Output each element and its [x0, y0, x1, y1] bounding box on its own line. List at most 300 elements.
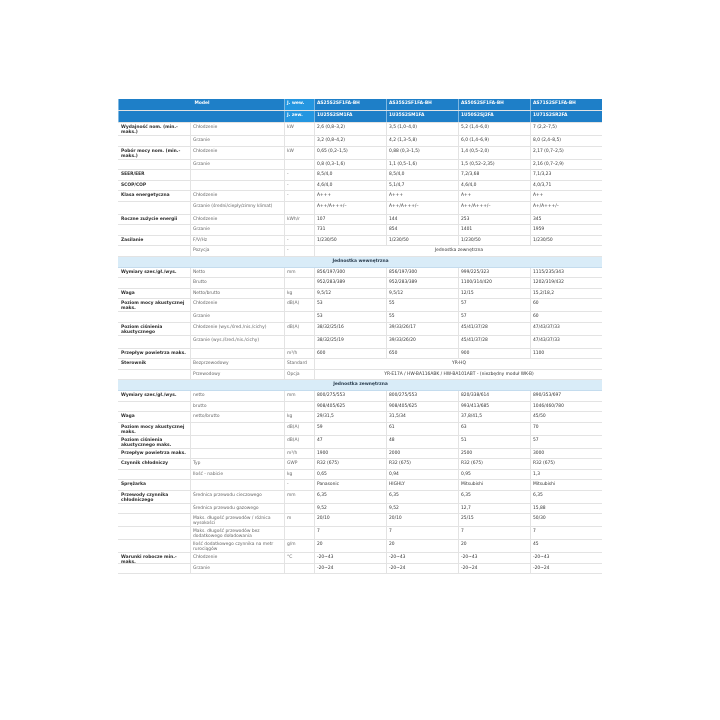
row-sub-label: Typ: [190, 459, 284, 469]
table-row: [118, 527, 602, 540]
row-group-label: [118, 540, 190, 552]
row-group-label: Roczne zużycie energii: [121, 216, 178, 222]
row-unit: GWP: [284, 459, 314, 469]
row-value: 7 (2,2–7,5): [530, 123, 602, 135]
row-group-label: Wymiary szer./gł./wys.: [121, 269, 177, 275]
row-group-label: Warunki robocze min.-maks.: [121, 555, 177, 566]
table-row: [118, 370, 602, 381]
indoor-model: AS25S2SF1FA-BH: [314, 99, 386, 110]
row-value: 29/31,5: [314, 412, 386, 422]
row-sub-label: Chłodzenie: [190, 215, 284, 225]
row-value: 57: [458, 299, 530, 311]
row-unit: -: [284, 170, 314, 180]
row-group-label: [118, 202, 190, 214]
table-row: [118, 412, 602, 423]
row-group-label: Poziom ciśnienia akustycznego maks.: [121, 437, 172, 448]
row-sub-label: Chłodzenie: [190, 147, 284, 159]
row-value-span: YR-HQ: [314, 359, 602, 369]
table-row: [118, 268, 602, 279]
row-sub-label: Grzanie (wys./śred./nis./cichy): [190, 336, 284, 348]
row-value: 20: [458, 540, 530, 552]
table-row: [118, 564, 602, 575]
row-unit: [284, 278, 314, 288]
row-value: 47/43/37/33: [530, 323, 602, 335]
row-sub-label: Średnica przewodu cieczowego: [190, 491, 284, 503]
table-row: [118, 312, 602, 323]
row-value: 8,5/4,0: [386, 170, 458, 180]
table-row: [118, 504, 602, 515]
row-value: R32 (675): [314, 459, 386, 469]
outdoor-label: J. zew.: [284, 111, 314, 122]
table-row: [118, 540, 602, 553]
row-value: 9,5/12: [386, 289, 458, 299]
row-value: A++/A+++/–: [314, 202, 386, 214]
row-unit: -: [284, 181, 314, 191]
row-sub-label: Maks. długość przewodów / różnica wysokości: [190, 514, 284, 526]
row-value: 55: [386, 312, 458, 322]
row-unit: [284, 527, 314, 539]
row-value: HIGHLY: [386, 480, 458, 490]
row-value: 45/41/37/28: [458, 336, 530, 348]
row-unit: m: [284, 514, 314, 526]
spec-rows: [118, 123, 602, 574]
row-value: 6,0 (1,4–6,9): [458, 136, 530, 146]
row-value: 2000: [386, 449, 458, 459]
row-value: 5,2 (1,4–6,0): [458, 123, 530, 135]
row-group-label: Czynnik chłodniczy: [121, 461, 169, 466]
table-row: [118, 215, 602, 226]
row-value: 1/230/50: [458, 236, 530, 246]
row-value: 4,6/4,0: [458, 181, 530, 191]
row-value: 253: [458, 215, 530, 225]
row-value: Mitsubishi: [458, 480, 530, 490]
row-value: 53: [314, 312, 386, 322]
row-value: 993/413/685: [458, 402, 530, 412]
row-unit: [284, 312, 314, 322]
row-value: 900: [458, 349, 530, 359]
row-unit: m³/h: [284, 349, 314, 359]
model-spacer: [118, 111, 284, 122]
row-value: 600: [314, 349, 386, 359]
row-unit: [284, 504, 314, 514]
table-row: [118, 299, 602, 312]
table-row: [118, 278, 602, 289]
row-value: 952/283/389: [386, 278, 458, 288]
row-value: 1100: [530, 349, 602, 359]
row-value: A++/A+++/–: [458, 202, 530, 214]
row-value: Mitsubishi: [530, 480, 602, 490]
row-value: 70: [530, 423, 602, 435]
row-sub-label: Przewodowy: [190, 370, 284, 380]
table-row: [118, 553, 602, 564]
table-row: [118, 423, 602, 436]
row-group-label: Sterownik: [121, 361, 147, 366]
row-group-label: [118, 527, 190, 539]
row-value: 1115/235/343: [530, 268, 602, 278]
row-value: 6,35: [386, 491, 458, 503]
row-group-label: [118, 278, 190, 288]
row-value: 45/41/37/28: [458, 323, 530, 335]
row-sub-label: Brutto: [190, 278, 284, 288]
row-sub-label: brutto: [190, 402, 284, 412]
row-unit: [284, 564, 314, 574]
row-value: 800/275/553: [314, 391, 386, 401]
row-value: 144: [386, 215, 458, 225]
row-value: R32 (675): [458, 459, 530, 469]
row-value: 2,17 (0,7–2,5): [530, 147, 602, 159]
row-group-label: [118, 514, 190, 526]
row-sub-label: Średnica przewodu gazowego: [190, 504, 284, 514]
row-value: -20~43: [314, 553, 386, 563]
row-value: 856/197/300: [386, 268, 458, 278]
row-unit: [284, 225, 314, 235]
row-value: 20/10: [386, 514, 458, 526]
indoor-model: AS50S2SF1FA-BH: [458, 99, 530, 110]
header-row-indoor: [118, 99, 602, 111]
row-sub-label: netto: [190, 391, 284, 401]
row-unit: kWh/r: [284, 215, 314, 225]
row-value: 1/230/50: [530, 236, 602, 246]
row-value: 57: [530, 436, 602, 448]
row-group-label: [118, 370, 190, 380]
row-value: 1,4 (0,5–2,0): [458, 147, 530, 159]
row-unit: kg: [284, 289, 314, 299]
row-sub-label: Pozycja: [190, 246, 284, 256]
row-sub-label: Chłodzenie: [190, 191, 284, 201]
row-value: 4,0/3,71: [530, 181, 602, 191]
row-value: 0,8 (0,3–1,6): [314, 160, 386, 170]
row-sub-label: Grzanie: [190, 160, 284, 170]
row-value: A+++: [386, 191, 458, 201]
row-value: 3000: [530, 449, 602, 459]
row-value: 12/15: [458, 289, 530, 299]
row-sub-label: Chłodzenie: [190, 553, 284, 563]
row-value: 60: [530, 299, 602, 311]
outdoor-model: 1U25S2SM1FA: [314, 111, 386, 122]
row-value: 55: [386, 299, 458, 311]
row-value: 5,1/4,7: [386, 181, 458, 191]
row-value: -20~24: [314, 564, 386, 574]
table-row: [118, 160, 602, 171]
row-value: 20: [386, 540, 458, 552]
row-sub-label: Netto/brutto: [190, 289, 284, 299]
row-value: 12,7: [458, 504, 530, 514]
row-value: -20~43: [530, 553, 602, 563]
row-value-span: Jednostka zewnętrzna: [314, 246, 602, 256]
table-row: [118, 225, 602, 236]
table-row: [118, 136, 602, 147]
row-value: 0,95: [458, 470, 530, 480]
row-group-label: SCOP/COP: [121, 182, 147, 188]
row-value: 1202/319/432: [530, 278, 602, 288]
row-unit: [284, 402, 314, 412]
row-value: A++/A+++/–: [386, 202, 458, 214]
row-value: 820/338/614: [458, 391, 530, 401]
row-sub-label: [190, 436, 284, 448]
row-value: 9,52: [314, 504, 386, 514]
row-value: 7: [314, 527, 386, 539]
row-value: 1100/314/420: [458, 278, 530, 288]
row-sub-label: Netto: [190, 268, 284, 278]
row-value: 908/405/625: [386, 402, 458, 412]
table-row: [118, 491, 602, 504]
row-group-label: SEER/EER: [121, 172, 145, 177]
table-row: [118, 402, 602, 413]
table-row: [118, 170, 602, 181]
indoor-label: J. wew.: [284, 99, 314, 110]
row-value: 6,35: [458, 491, 530, 503]
table-row: [118, 147, 602, 160]
row-sub-label: Ilość - nabicie: [190, 470, 284, 480]
row-value: 37,8/41,5: [458, 412, 530, 422]
row-value: 1/230/50: [386, 236, 458, 246]
row-value: 20/10: [314, 514, 386, 526]
row-value: 890/353/697: [530, 391, 602, 401]
row-value: 1900: [314, 449, 386, 459]
row-value: 7: [530, 527, 602, 539]
row-unit: dB(A): [284, 423, 314, 435]
row-sub-label: [190, 480, 284, 490]
row-value: 4,6/4,0: [314, 181, 386, 191]
row-value: -20~24: [458, 564, 530, 574]
row-value: A++: [530, 191, 602, 201]
row-value: 854: [386, 225, 458, 235]
row-value: 0,65: [314, 470, 386, 480]
row-group-label: Waga: [121, 414, 135, 419]
row-sub-label: [190, 449, 284, 459]
row-group-label: Poziom mocy akustycznej maks.: [121, 301, 185, 312]
row-sub-label: F/V/Hz: [190, 236, 284, 246]
table-row: [118, 391, 602, 402]
row-value: 3,2 (0,8–4,2): [314, 136, 386, 146]
section-title: Jednostka wewnętrzna: [332, 258, 389, 264]
row-group-label: [118, 136, 190, 146]
row-value: R32 (675): [530, 459, 602, 469]
row-group-label: Klasa energetyczna: [121, 193, 170, 198]
row-value: 61: [386, 423, 458, 435]
row-value: 47/43/37/33: [530, 336, 602, 348]
row-sub-label: Grzanie: [190, 564, 284, 574]
row-unit: [284, 160, 314, 170]
row-value: 1/230/50: [314, 236, 386, 246]
row-unit: kW: [284, 147, 314, 159]
row-sub-label: Grzanie (średni/ciepły/zimny klimat): [190, 202, 284, 214]
row-value: 53: [314, 299, 386, 311]
row-value: 1,5 (0,52–2,35): [458, 160, 530, 170]
row-unit: °C: [284, 553, 314, 563]
row-unit: mm: [284, 391, 314, 401]
row-unit: -: [284, 236, 314, 246]
row-unit: kg: [284, 412, 314, 422]
row-unit: kW: [284, 123, 314, 135]
row-sub-label: [190, 423, 284, 435]
row-value: 952/283/389: [314, 278, 386, 288]
row-sub-label: Maks. długość przewodów bez dodatkowego doładowania: [190, 527, 284, 539]
table-row: [118, 336, 602, 349]
table-row: [118, 181, 602, 192]
row-value: 1,3: [530, 470, 602, 480]
row-value: 1046/460/780: [530, 402, 602, 412]
row-value: 9,5/12: [314, 289, 386, 299]
row-value: 8,5/4,0: [314, 170, 386, 180]
row-group-label: [118, 504, 190, 514]
row-value: A+/A+++/–: [530, 202, 602, 214]
row-group-label: Przepływ powietrza maks.: [121, 450, 186, 456]
row-group-label: Przepływ powietrza maks.: [121, 350, 186, 356]
row-group-label: [118, 312, 190, 322]
row-value: 2,16 (0,7–2,9): [530, 160, 602, 170]
row-unit: m³/h: [284, 449, 314, 459]
row-sub-label: Ilość dodatkowego czynnika na metr rurociągów: [190, 540, 284, 552]
row-value: 731: [314, 225, 386, 235]
indoor-model: AS71S2SF1FA-BH: [530, 99, 602, 110]
row-sub-label: netto/brutto: [190, 412, 284, 422]
row-value: 107: [314, 215, 386, 225]
row-unit: [284, 136, 314, 146]
row-value: 15,2/18,2: [530, 289, 602, 299]
row-value: -20~24: [530, 564, 602, 574]
outdoor-model: 1U35S2SM1FA: [386, 111, 458, 122]
row-unit: mm: [284, 491, 314, 503]
row-sub-label: Grzanie: [190, 225, 284, 235]
row-value: 63: [458, 423, 530, 435]
row-unit: [284, 336, 314, 348]
row-value: 800/275/553: [386, 391, 458, 401]
row-value: A+++: [314, 191, 386, 201]
row-value: 8,0 (2,4–8,5): [530, 136, 602, 146]
table-row: [118, 202, 602, 215]
table-row: [118, 123, 602, 136]
header-row-outdoor: [118, 111, 602, 123]
table-row: [118, 480, 602, 491]
row-unit: dB(A): [284, 436, 314, 448]
row-value: 2,6 (0,8–3,2): [314, 123, 386, 135]
row-value: 45: [530, 540, 602, 552]
row-value: 47: [314, 436, 386, 448]
row-sub-label: [190, 170, 284, 180]
table-row: [118, 236, 602, 247]
row-sub-label: [190, 181, 284, 191]
row-group-label: Zasilanie: [121, 237, 144, 243]
row-value: 6,35: [530, 491, 602, 503]
row-value: 50/30: [530, 514, 602, 526]
row-value: 39/33/26/17: [386, 323, 458, 335]
row-value: 999/225/323: [458, 268, 530, 278]
row-unit: -: [284, 246, 314, 256]
row-value: 39/33/26/20: [386, 336, 458, 348]
row-value: 345: [530, 215, 602, 225]
outdoor-model: 1U71S2SR2FA: [530, 111, 602, 122]
row-group-label: [118, 246, 190, 256]
row-sub-label: Chłodzenie (wys./śred./nis./cichy): [190, 323, 284, 335]
section-band: [118, 257, 602, 268]
row-value: 20: [314, 540, 386, 552]
row-value: 45/50: [530, 412, 602, 422]
section-title: Jednostka zewnętrzna: [333, 382, 388, 387]
model-label: Model: [118, 99, 284, 110]
row-value: 7: [458, 527, 530, 539]
table-row: [118, 246, 602, 257]
table-row: [118, 191, 602, 202]
spec-table: [118, 99, 602, 574]
row-value: 2500: [458, 449, 530, 459]
row-sub-label: Chłodzenie: [190, 299, 284, 311]
row-value: 7: [386, 527, 458, 539]
row-sub-label: Bezprzewodowy: [190, 359, 284, 369]
table-row: [118, 459, 602, 470]
row-value: 25/15: [458, 514, 530, 526]
table-row: [118, 514, 602, 527]
row-value: 15,88: [530, 504, 602, 514]
row-unit: Standard: [284, 359, 314, 369]
row-value: 48: [386, 436, 458, 448]
outdoor-model: 1U50S2SJ2FA: [458, 111, 530, 122]
table-row: [118, 323, 602, 336]
row-group-label: [118, 160, 190, 170]
row-group-label: Poziom ciśnienia akustycznego: [121, 324, 163, 335]
row-sub-label: Grzanie: [190, 312, 284, 322]
row-value: 57: [458, 312, 530, 322]
row-value: 6,35: [314, 491, 386, 503]
row-group-label: Poziom mocy akustycznej maks.: [121, 424, 185, 435]
row-value: R32 (675): [386, 459, 458, 469]
row-sub-label: Chłodzenie: [190, 123, 284, 135]
row-value: 51: [458, 436, 530, 448]
row-value: 1959: [530, 225, 602, 235]
row-value: 1,1 (0,5–1,6): [386, 160, 458, 170]
row-value: 0,94: [386, 470, 458, 480]
row-value: 0,65 (0,2–1,5): [314, 147, 386, 159]
row-group-label: Pobór mocy nom. (min.-maks.): [121, 148, 181, 159]
table-row: [118, 359, 602, 370]
row-unit: kg: [284, 470, 314, 480]
row-value: 38/32/25/16: [314, 323, 386, 335]
row-value: 59: [314, 423, 386, 435]
row-value: -20~43: [386, 553, 458, 563]
row-value: 4,2 (1,3–5,8): [386, 136, 458, 146]
row-sub-label: Grzanie: [190, 136, 284, 146]
row-unit: -: [284, 191, 314, 201]
row-group-label: [118, 336, 190, 348]
row-value: 908/405/625: [314, 402, 386, 412]
row-unit: dB(A): [284, 299, 314, 311]
row-value: Panasonic: [314, 480, 386, 490]
row-value: 7,2/3,68: [458, 170, 530, 180]
row-unit: Opcja: [284, 370, 314, 380]
row-value: 38/32/25/19: [314, 336, 386, 348]
row-value: A++: [458, 191, 530, 201]
row-group-label: Sprężarka: [121, 482, 147, 487]
row-group-label: Wymiary szer./gł./wys.: [121, 393, 177, 398]
row-unit: dB(A): [284, 323, 314, 335]
row-value: -20~24: [386, 564, 458, 574]
row-unit: -: [284, 480, 314, 490]
row-unit: [284, 202, 314, 214]
row-value: 9,52: [386, 504, 458, 514]
row-value: 3,5 (1,0–4,0): [386, 123, 458, 135]
row-sub-label: [190, 349, 284, 359]
row-unit: mm: [284, 268, 314, 278]
row-value: 31,5/34: [386, 412, 458, 422]
row-group-label: [118, 225, 190, 235]
table-row: [118, 349, 602, 360]
row-value: 7,1/3,23: [530, 170, 602, 180]
row-group-label: [118, 402, 190, 412]
row-value-span: YR-E17A / HW-BA116ABK / HW-BA101ABT - (niezbędny moduł WK-B): [314, 370, 602, 380]
row-value: 1401: [458, 225, 530, 235]
row-group-label: Wydajność nom. (min.-maks.): [121, 125, 178, 136]
row-group-label: [118, 470, 190, 480]
